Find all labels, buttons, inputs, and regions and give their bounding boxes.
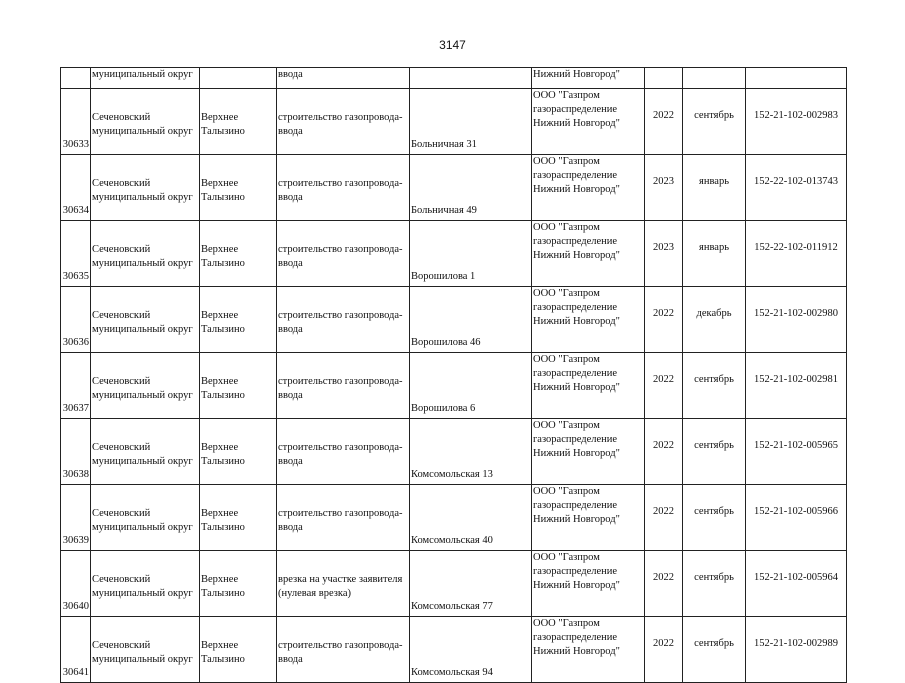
place-cell	[200, 617, 277, 683]
place-cell	[200, 89, 277, 155]
district-cell	[91, 419, 200, 485]
work-type-text: строительство газопровода-	[278, 507, 403, 519]
code-cell	[746, 68, 847, 89]
code-cell	[746, 287, 847, 353]
month-cell	[683, 353, 746, 419]
month-text: сентябрь	[694, 373, 734, 385]
code-cell	[746, 155, 847, 221]
work-type-text: ввода	[278, 125, 303, 137]
row-number-cell	[61, 155, 91, 221]
organization-text: ООО "Газпром	[533, 552, 600, 563]
table-row	[61, 551, 847, 617]
organization-text: газораспределение	[533, 368, 618, 379]
work-type-cell	[277, 419, 410, 485]
year-cell	[645, 287, 683, 353]
organization-text: газораспределение	[533, 500, 618, 511]
code-cell	[746, 485, 847, 551]
organization-text: ООО "Газпром	[533, 618, 600, 629]
organization-cell	[532, 419, 645, 485]
records-table	[60, 67, 847, 683]
street-text: Ворошилова 6	[411, 403, 476, 414]
year-text: 2022	[653, 505, 674, 517]
year-cell	[645, 68, 683, 89]
row-number-cell	[61, 419, 91, 485]
street-cell	[410, 287, 532, 353]
month-text: сентябрь	[694, 439, 734, 451]
work-type-text: ввода	[278, 191, 303, 203]
organization-cell	[532, 221, 645, 287]
code-cell	[746, 221, 847, 287]
organization-text: ООО "Газпром	[533, 420, 600, 431]
organization-text: ООО "Газпром	[533, 486, 600, 497]
row-number-text: 30634	[62, 205, 89, 216]
district-cell	[91, 221, 200, 287]
district-text: муниципальный округ	[92, 653, 193, 665]
place-text: Талызино	[201, 521, 245, 533]
organization-text: газораспределение	[533, 632, 618, 643]
place-cell	[200, 419, 277, 485]
district-text: муниципальный округ	[92, 455, 193, 467]
month-cell	[683, 419, 746, 485]
street-text: Комсомольская 13	[411, 469, 493, 480]
row-number-text: 30637	[62, 403, 89, 414]
row-number-cell	[61, 617, 91, 683]
year-cell	[645, 89, 683, 155]
code-cell	[746, 89, 847, 155]
place-text: Талызино	[201, 587, 245, 599]
street-text: Больничная 49	[411, 205, 477, 216]
district-cell	[91, 89, 200, 155]
year-cell	[645, 419, 683, 485]
place-cell	[200, 155, 277, 221]
place-cell	[200, 287, 277, 353]
district-text: муниципальный округ	[92, 323, 193, 335]
place-text: Талызино	[201, 389, 245, 401]
row-number-text: 30640	[62, 601, 89, 612]
work-type-text: врезка на участке заявителя	[278, 573, 403, 585]
code-text: 152-21-102-002981	[754, 373, 838, 385]
code-text: 152-21-102-002980	[754, 307, 838, 319]
organization-cell	[532, 617, 645, 683]
street-text: Ворошилова 46	[411, 337, 481, 348]
district-cell: муниципальный округ	[91, 68, 200, 89]
month-text: декабрь	[696, 307, 732, 319]
code-cell	[746, 419, 847, 485]
work-type-text: ввода	[278, 389, 303, 401]
work-type-text: строительство газопровода-	[278, 639, 403, 651]
table-row	[61, 287, 847, 353]
row-number-cell	[61, 221, 91, 287]
month-cell	[683, 155, 746, 221]
year-text: 2022	[653, 637, 674, 649]
year-text: 2023	[653, 241, 674, 253]
table-row	[61, 68, 847, 89]
work-type-cell	[277, 617, 410, 683]
organization-text: Нижний Новгород"	[533, 646, 620, 657]
organization-cell	[532, 89, 645, 155]
district-text: муниципальный округ	[92, 521, 193, 533]
place-text: Верхнее	[201, 111, 239, 123]
district-text: Сеченовский	[92, 573, 151, 585]
organization-text: газораспределение	[533, 302, 618, 313]
place-text: Верхнее	[201, 507, 239, 519]
work-type-text: строительство газопровода-	[278, 243, 403, 255]
organization-text: Нижний Новгород"	[533, 514, 620, 525]
year-text: 2023	[653, 175, 674, 187]
row-number-text: 30635	[62, 271, 89, 282]
district-cell	[91, 287, 200, 353]
place-cell	[200, 68, 277, 89]
row-number-cell	[61, 287, 91, 353]
organization-text: ООО "Газпром	[533, 156, 600, 167]
organization-text: Нижний Новгород"	[533, 316, 620, 327]
work-type-text: строительство газопровода-	[278, 375, 403, 387]
district-text: Сеченовский	[92, 309, 151, 321]
district-cell	[91, 155, 200, 221]
code-text: 152-22-102-013743	[754, 175, 838, 187]
street-cell	[410, 551, 532, 617]
place-text: Верхнее	[201, 375, 239, 387]
street-cell	[410, 353, 532, 419]
work-type-text: ввода	[278, 455, 303, 467]
street-cell	[410, 221, 532, 287]
place-text: Верхнее	[201, 309, 239, 321]
month-text: сентябрь	[694, 505, 734, 517]
organization-text: газораспределение	[533, 170, 618, 181]
work-type-cell	[277, 155, 410, 221]
code-cell	[746, 353, 847, 419]
table-row	[61, 221, 847, 287]
street-cell	[410, 617, 532, 683]
year-text: 2022	[653, 571, 674, 583]
organization-text: ООО "Газпром	[533, 90, 600, 101]
district-cell	[91, 485, 200, 551]
month-cell	[683, 221, 746, 287]
year-cell	[645, 617, 683, 683]
table-row	[61, 89, 847, 155]
street-cell	[410, 485, 532, 551]
year-cell	[645, 485, 683, 551]
place-text: Верхнее	[201, 177, 239, 189]
work-type-cell	[277, 221, 410, 287]
row-number-text: 30633	[62, 139, 89, 150]
organization-text: газораспределение	[533, 236, 618, 247]
table-row	[61, 155, 847, 221]
district-text: муниципальный округ	[92, 191, 193, 203]
street-text: Ворошилова 1	[411, 271, 476, 282]
place-text: Верхнее	[201, 639, 239, 651]
street-text: Больничная 31	[411, 139, 477, 150]
district-cell	[91, 551, 200, 617]
code-text: 152-21-102-002983	[754, 109, 838, 121]
organization-text: Нижний Новгород"	[533, 118, 620, 129]
code-cell	[746, 617, 847, 683]
place-text: Верхнее	[201, 243, 239, 255]
organization-text: Нижний Новгород"	[533, 382, 620, 393]
month-cell	[683, 485, 746, 551]
month-cell	[683, 89, 746, 155]
district-text: муниципальный округ	[92, 587, 193, 599]
district-text: муниципальный округ	[92, 125, 193, 137]
organization-cell	[532, 485, 645, 551]
code-text: 152-21-102-005964	[754, 571, 838, 583]
work-type-cell	[277, 551, 410, 617]
place-cell	[200, 221, 277, 287]
district-text: Сеченовский	[92, 177, 151, 189]
work-type-text: (нулевая врезка)	[278, 587, 351, 599]
organization-cell	[532, 155, 645, 221]
work-type-text: ввода	[278, 521, 303, 533]
row-number-text: 30639	[62, 535, 89, 546]
year-text: 2022	[653, 307, 674, 319]
work-type-cell	[277, 353, 410, 419]
table-row	[61, 419, 847, 485]
district-text: муниципальный округ	[92, 257, 193, 269]
organization-cell	[532, 287, 645, 353]
place-text: Верхнее	[201, 573, 239, 585]
place-text: Талызино	[201, 125, 245, 137]
row-number-cell	[61, 353, 91, 419]
organization-text: ООО "Газпром	[533, 222, 600, 233]
district-text: Сеченовский	[92, 243, 151, 255]
row-number-text: 30638	[62, 469, 89, 480]
district-text: Сеченовский	[92, 441, 151, 453]
district-text: Сеченовский	[92, 111, 151, 123]
code-text: 152-21-102-005965	[754, 439, 838, 451]
year-cell	[645, 155, 683, 221]
district-text: Сеченовский	[92, 639, 151, 651]
place-text: Талызино	[201, 191, 245, 203]
work-type-text: строительство газопровода-	[278, 441, 403, 453]
work-type-text: строительство газопровода-	[278, 111, 403, 123]
district-text: Сеченовский	[92, 375, 151, 387]
month-text: январь	[699, 241, 729, 253]
place-text: Верхнее	[201, 441, 239, 453]
place-cell	[200, 551, 277, 617]
organization-text: ООО "Газпром	[533, 288, 600, 299]
district-cell	[91, 353, 200, 419]
month-text: сентябрь	[694, 571, 734, 583]
row-number-cell	[61, 68, 91, 89]
place-cell	[200, 353, 277, 419]
place-text: Талызино	[201, 455, 245, 467]
organization-text: газораспределение	[533, 434, 618, 445]
street-text: Комсомольская 77	[411, 601, 493, 612]
row-number-cell	[61, 551, 91, 617]
street-cell	[410, 419, 532, 485]
row-number-text: 30641	[62, 667, 89, 678]
code-cell	[746, 551, 847, 617]
organization-cell: Нижний Новгород"	[532, 68, 645, 89]
place-text: Талызино	[201, 653, 245, 665]
year-text: 2022	[653, 109, 674, 121]
district-cell	[91, 617, 200, 683]
month-cell	[683, 617, 746, 683]
work-type-text: строительство газопровода-	[278, 177, 403, 189]
year-cell	[645, 353, 683, 419]
month-cell	[683, 551, 746, 617]
street-text: Комсомольская 40	[411, 535, 493, 546]
work-type-cell	[277, 485, 410, 551]
district-text: Сеченовский	[92, 507, 151, 519]
place-cell	[200, 485, 277, 551]
work-type-cell: ввода	[277, 68, 410, 89]
month-text: сентябрь	[694, 637, 734, 649]
month-text: сентябрь	[694, 109, 734, 121]
code-text: 152-22-102-011912	[754, 241, 838, 253]
organization-cell	[532, 353, 645, 419]
year-cell	[645, 551, 683, 617]
code-text: 152-21-102-005966	[754, 505, 838, 517]
year-text: 2022	[653, 373, 674, 385]
organization-text: газораспределение	[533, 566, 618, 577]
year-cell	[645, 221, 683, 287]
row-number-cell	[61, 485, 91, 551]
work-type-text: строительство газопровода-	[278, 309, 403, 321]
table-row	[61, 353, 847, 419]
organization-text: Нижний Новгород"	[533, 184, 620, 195]
organization-text: газораспределение	[533, 104, 618, 115]
organization-text: Нижний Новгород"	[533, 580, 620, 591]
table-row	[61, 485, 847, 551]
work-type-text: ввода	[278, 323, 303, 335]
work-type-text: ввода	[278, 653, 303, 665]
place-text: Талызино	[201, 257, 245, 269]
street-text: Комсомольская 94	[411, 667, 493, 678]
street-cell	[410, 68, 532, 89]
month-text: январь	[699, 175, 729, 187]
organization-text: ООО "Газпром	[533, 354, 600, 365]
year-text: 2022	[653, 439, 674, 451]
month-cell	[683, 68, 746, 89]
page-number: 3147	[439, 38, 466, 52]
work-type-cell	[277, 287, 410, 353]
organization-text: Нижний Новгород"	[533, 250, 620, 261]
district-text: муниципальный округ	[92, 389, 193, 401]
work-type-text: ввода	[278, 257, 303, 269]
table-row	[61, 617, 847, 683]
street-cell	[410, 155, 532, 221]
code-text: 152-21-102-002989	[754, 637, 838, 649]
organization-text: Нижний Новгород"	[533, 448, 620, 459]
month-cell	[683, 287, 746, 353]
organization-cell	[532, 551, 645, 617]
row-number-cell	[61, 89, 91, 155]
place-text: Талызино	[201, 323, 245, 335]
street-cell	[410, 89, 532, 155]
row-number-text: 30636	[62, 337, 89, 348]
work-type-cell	[277, 89, 410, 155]
